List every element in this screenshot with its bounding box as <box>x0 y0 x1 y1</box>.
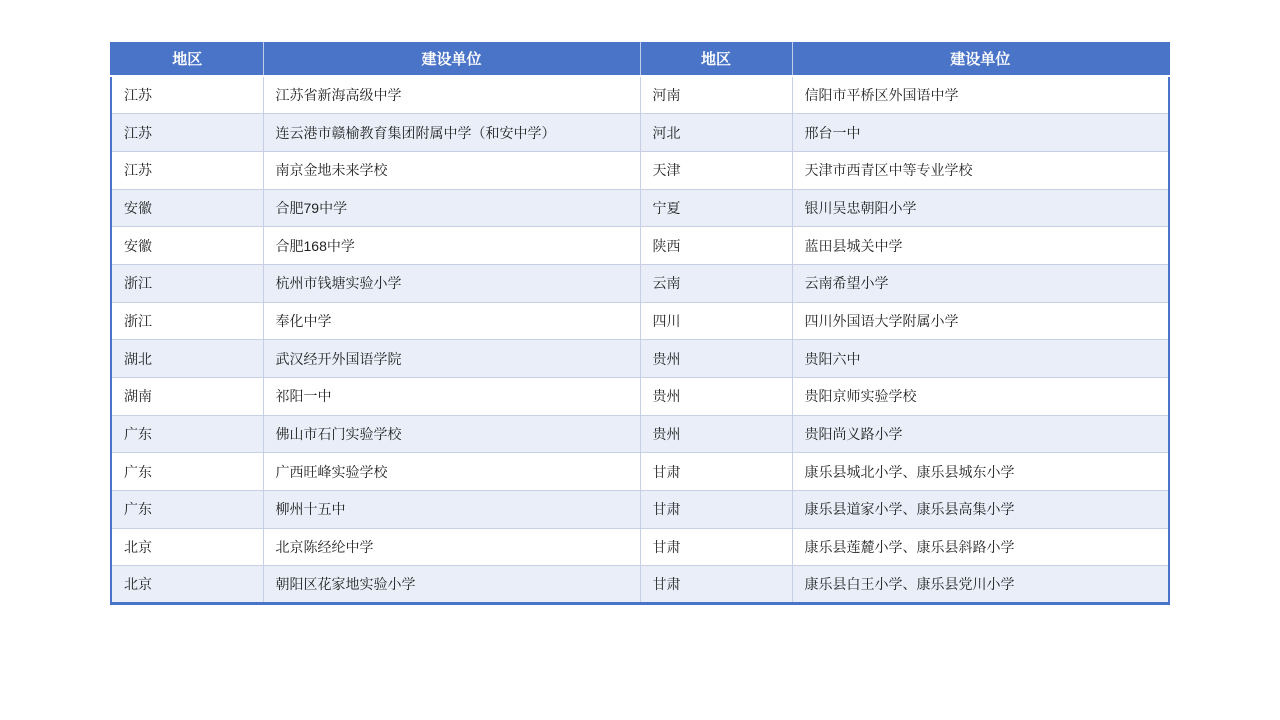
unit-cell: 南京金地未来学校 <box>263 151 640 189</box>
table-row <box>111 151 1169 189</box>
region-cell: 北京 <box>111 528 263 566</box>
table-row <box>111 566 1169 604</box>
table-row <box>111 378 1169 416</box>
unit-cell: 连云港市赣榆教育集团附属中学（和安中学） <box>263 114 640 152</box>
region-cell: 四川 <box>640 302 792 340</box>
region-cell: 江苏 <box>111 114 263 152</box>
header-row <box>111 42 1169 76</box>
region-cell: 江苏 <box>111 151 263 189</box>
table-row <box>111 114 1169 152</box>
unit-cell: 祁阳一中 <box>263 378 640 416</box>
unit-cell: 广西旺峰实验学校 <box>263 453 640 491</box>
region-cell: 北京 <box>111 566 263 604</box>
region-cell: 贵州 <box>640 415 792 453</box>
unit-cell: 武汉经开外国语学院 <box>263 340 640 378</box>
table-row <box>111 227 1169 265</box>
table-row <box>111 453 1169 491</box>
unit-cell: 邢台一中 <box>792 114 1169 152</box>
region-cell: 甘肃 <box>640 491 792 529</box>
region-cell: 湖北 <box>111 340 263 378</box>
region-cell: 宁夏 <box>640 189 792 227</box>
region-cell: 广东 <box>111 453 263 491</box>
region-cell: 浙江 <box>111 264 263 302</box>
table-row <box>111 189 1169 227</box>
unit-cell: 贵阳尚义路小学 <box>792 415 1169 453</box>
table-row <box>111 340 1169 378</box>
region-cell: 云南 <box>640 264 792 302</box>
region-cell: 江苏 <box>111 76 263 114</box>
header-unit-left: 建设单位 <box>263 42 640 76</box>
unit-cell: 贵阳六中 <box>792 340 1169 378</box>
unit-cell: 四川外国语大学附属小学 <box>792 302 1169 340</box>
unit-cell: 天津市西青区中等专业学校 <box>792 151 1169 189</box>
unit-cell: 北京陈经纶中学 <box>263 528 640 566</box>
unit-cell: 云南希望小学 <box>792 264 1169 302</box>
region-cell: 安徽 <box>111 227 263 265</box>
region-cell: 天津 <box>640 151 792 189</box>
table-row <box>111 415 1169 453</box>
unit-cell: 康乐县白王小学、康乐县党川小学 <box>792 566 1169 604</box>
unit-cell: 江苏省新海高级中学 <box>263 76 640 114</box>
unit-cell: 朝阳区花家地实验小学 <box>263 566 640 604</box>
table-row <box>111 491 1169 529</box>
region-cell: 河南 <box>640 76 792 114</box>
region-cell: 广东 <box>111 415 263 453</box>
unit-cell: 蓝田县城关中学 <box>792 227 1169 265</box>
unit-cell: 银川吴忠朝阳小学 <box>792 189 1169 227</box>
unit-cell: 佛山市石门实验学校 <box>263 415 640 453</box>
region-cell: 贵州 <box>640 378 792 416</box>
unit-cell: 奉化中学 <box>263 302 640 340</box>
table-header <box>111 42 1169 76</box>
table-row <box>111 302 1169 340</box>
unit-cell: 康乐县道家小学、康乐县高集小学 <box>792 491 1169 529</box>
table-body <box>111 76 1169 604</box>
unit-cell: 杭州市钱塘实验小学 <box>263 264 640 302</box>
region-cell: 安徽 <box>111 189 263 227</box>
schools-table <box>110 42 1170 605</box>
region-cell: 河北 <box>640 114 792 152</box>
region-cell: 贵州 <box>640 340 792 378</box>
header-unit-right: 建设单位 <box>792 42 1169 76</box>
header-region-right: 地区 <box>640 42 792 76</box>
region-cell: 湖南 <box>111 378 263 416</box>
table-row <box>111 264 1169 302</box>
region-cell: 浙江 <box>111 302 263 340</box>
unit-cell: 康乐县莲麓小学、康乐县斜路小学 <box>792 528 1169 566</box>
unit-cell: 信阳市平桥区外国语中学 <box>792 76 1169 114</box>
unit-cell: 柳州十五中 <box>263 491 640 529</box>
region-cell: 甘肃 <box>640 566 792 604</box>
unit-cell: 合肥79中学 <box>263 189 640 227</box>
unit-cell: 康乐县城北小学、康乐县城东小学 <box>792 453 1169 491</box>
unit-cell: 合肥168中学 <box>263 227 640 265</box>
region-cell: 广东 <box>111 491 263 529</box>
unit-cell: 贵阳京师实验学校 <box>792 378 1169 416</box>
region-cell: 陕西 <box>640 227 792 265</box>
table-row <box>111 76 1169 114</box>
header-region-left: 地区 <box>111 42 263 76</box>
region-cell: 甘肃 <box>640 453 792 491</box>
table-row <box>111 528 1169 566</box>
region-cell: 甘肃 <box>640 528 792 566</box>
